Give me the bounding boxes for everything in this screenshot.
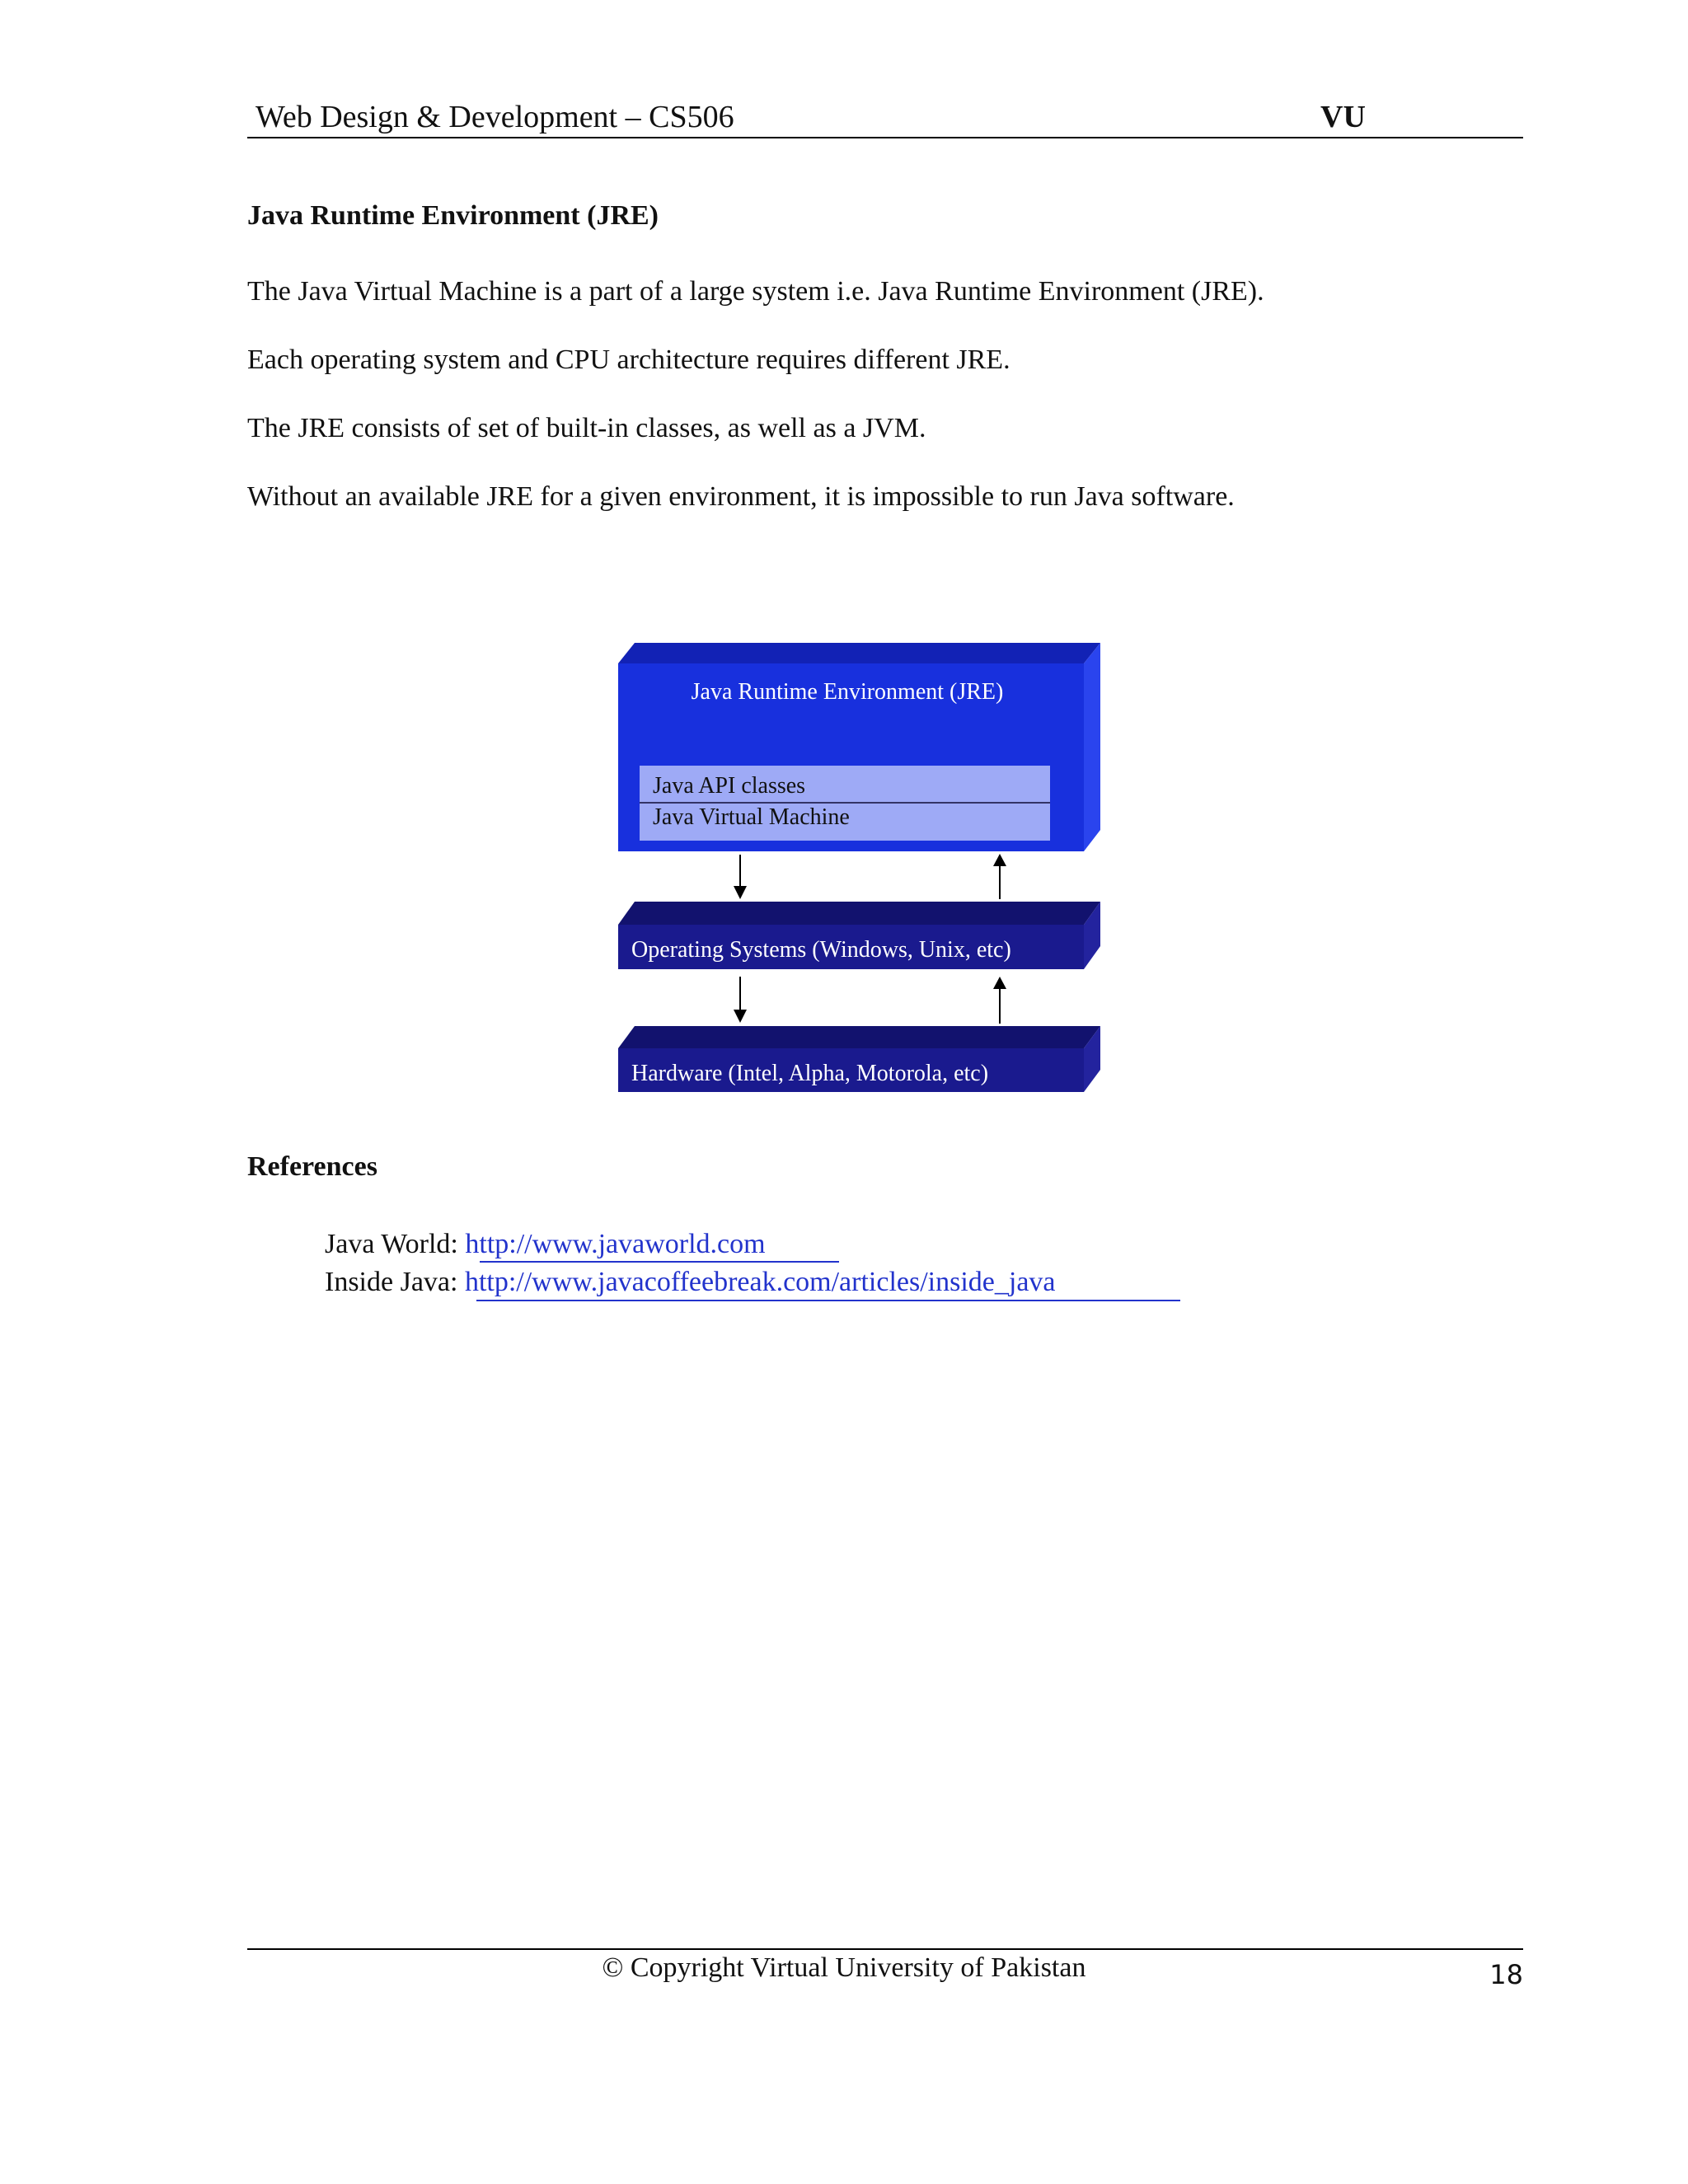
paragraph-1: The Java Virtual Machine is a part of a large system i.e. Java Runtime Environment (JRE). [247, 276, 1264, 307]
paragraph-4: Without an available JRE for a given environment, it is impossible to run Java software. [247, 481, 1235, 512]
page-number: 18 [1489, 1959, 1523, 1990]
jre-architecture-diagram [610, 639, 1104, 1100]
jre-block-side [1084, 643, 1100, 851]
reference-java-world [325, 1226, 766, 1263]
header-org: VU [1320, 100, 1366, 134]
references-heading: References [247, 1151, 377, 1182]
page-header [247, 97, 1523, 138]
section-heading: Java Runtime Environment (JRE) [247, 200, 659, 231]
hw-layer-top [618, 1026, 1100, 1048]
inside-java-link-underline [476, 1300, 1180, 1301]
paragraph-3: The JRE consists of set of built-in classes, as well as a JVM. [247, 413, 926, 443]
reference-label: Inside Java: [325, 1267, 465, 1297]
jre-block-top [618, 643, 1100, 663]
paragraph-2: Each operating system and CPU architecture requires different JRE. [247, 344, 1010, 375]
header-title: Web Design & Development – CS506 [256, 100, 734, 134]
java-api-classes-label: Java API classes [653, 773, 806, 799]
arrow-up-os-jre-head [993, 854, 1006, 866]
arrow-down-os-hw-head [734, 1010, 747, 1023]
os-layer-label: Operating Systems (Windows, Unix, etc) [631, 937, 1011, 963]
java-world-link[interactable]: http://www.javaworld.com [465, 1229, 766, 1259]
arrow-down-jre-os-head [734, 886, 747, 899]
reference-label: Java World: [325, 1229, 466, 1259]
jre-block-label: Java Runtime Environment (JRE) [691, 679, 1004, 705]
java-world-link-underline [480, 1261, 839, 1263]
inside-java-link[interactable]: http://www.javacoffeebreak.com/articles/inside_java [464, 1267, 1056, 1297]
reference-inside-java [325, 1263, 1056, 1301]
os-layer-top [618, 902, 1100, 925]
hw-layer-label: Hardware (Intel, Alpha, Motorola, etc) [631, 1061, 989, 1086]
java-virtual-machine-label: Java Virtual Machine [653, 804, 850, 830]
footer-copyright: © Copyright Virtual University of Pakistan [602, 1952, 1086, 1983]
arrow-up-hw-os-head [993, 977, 1006, 989]
